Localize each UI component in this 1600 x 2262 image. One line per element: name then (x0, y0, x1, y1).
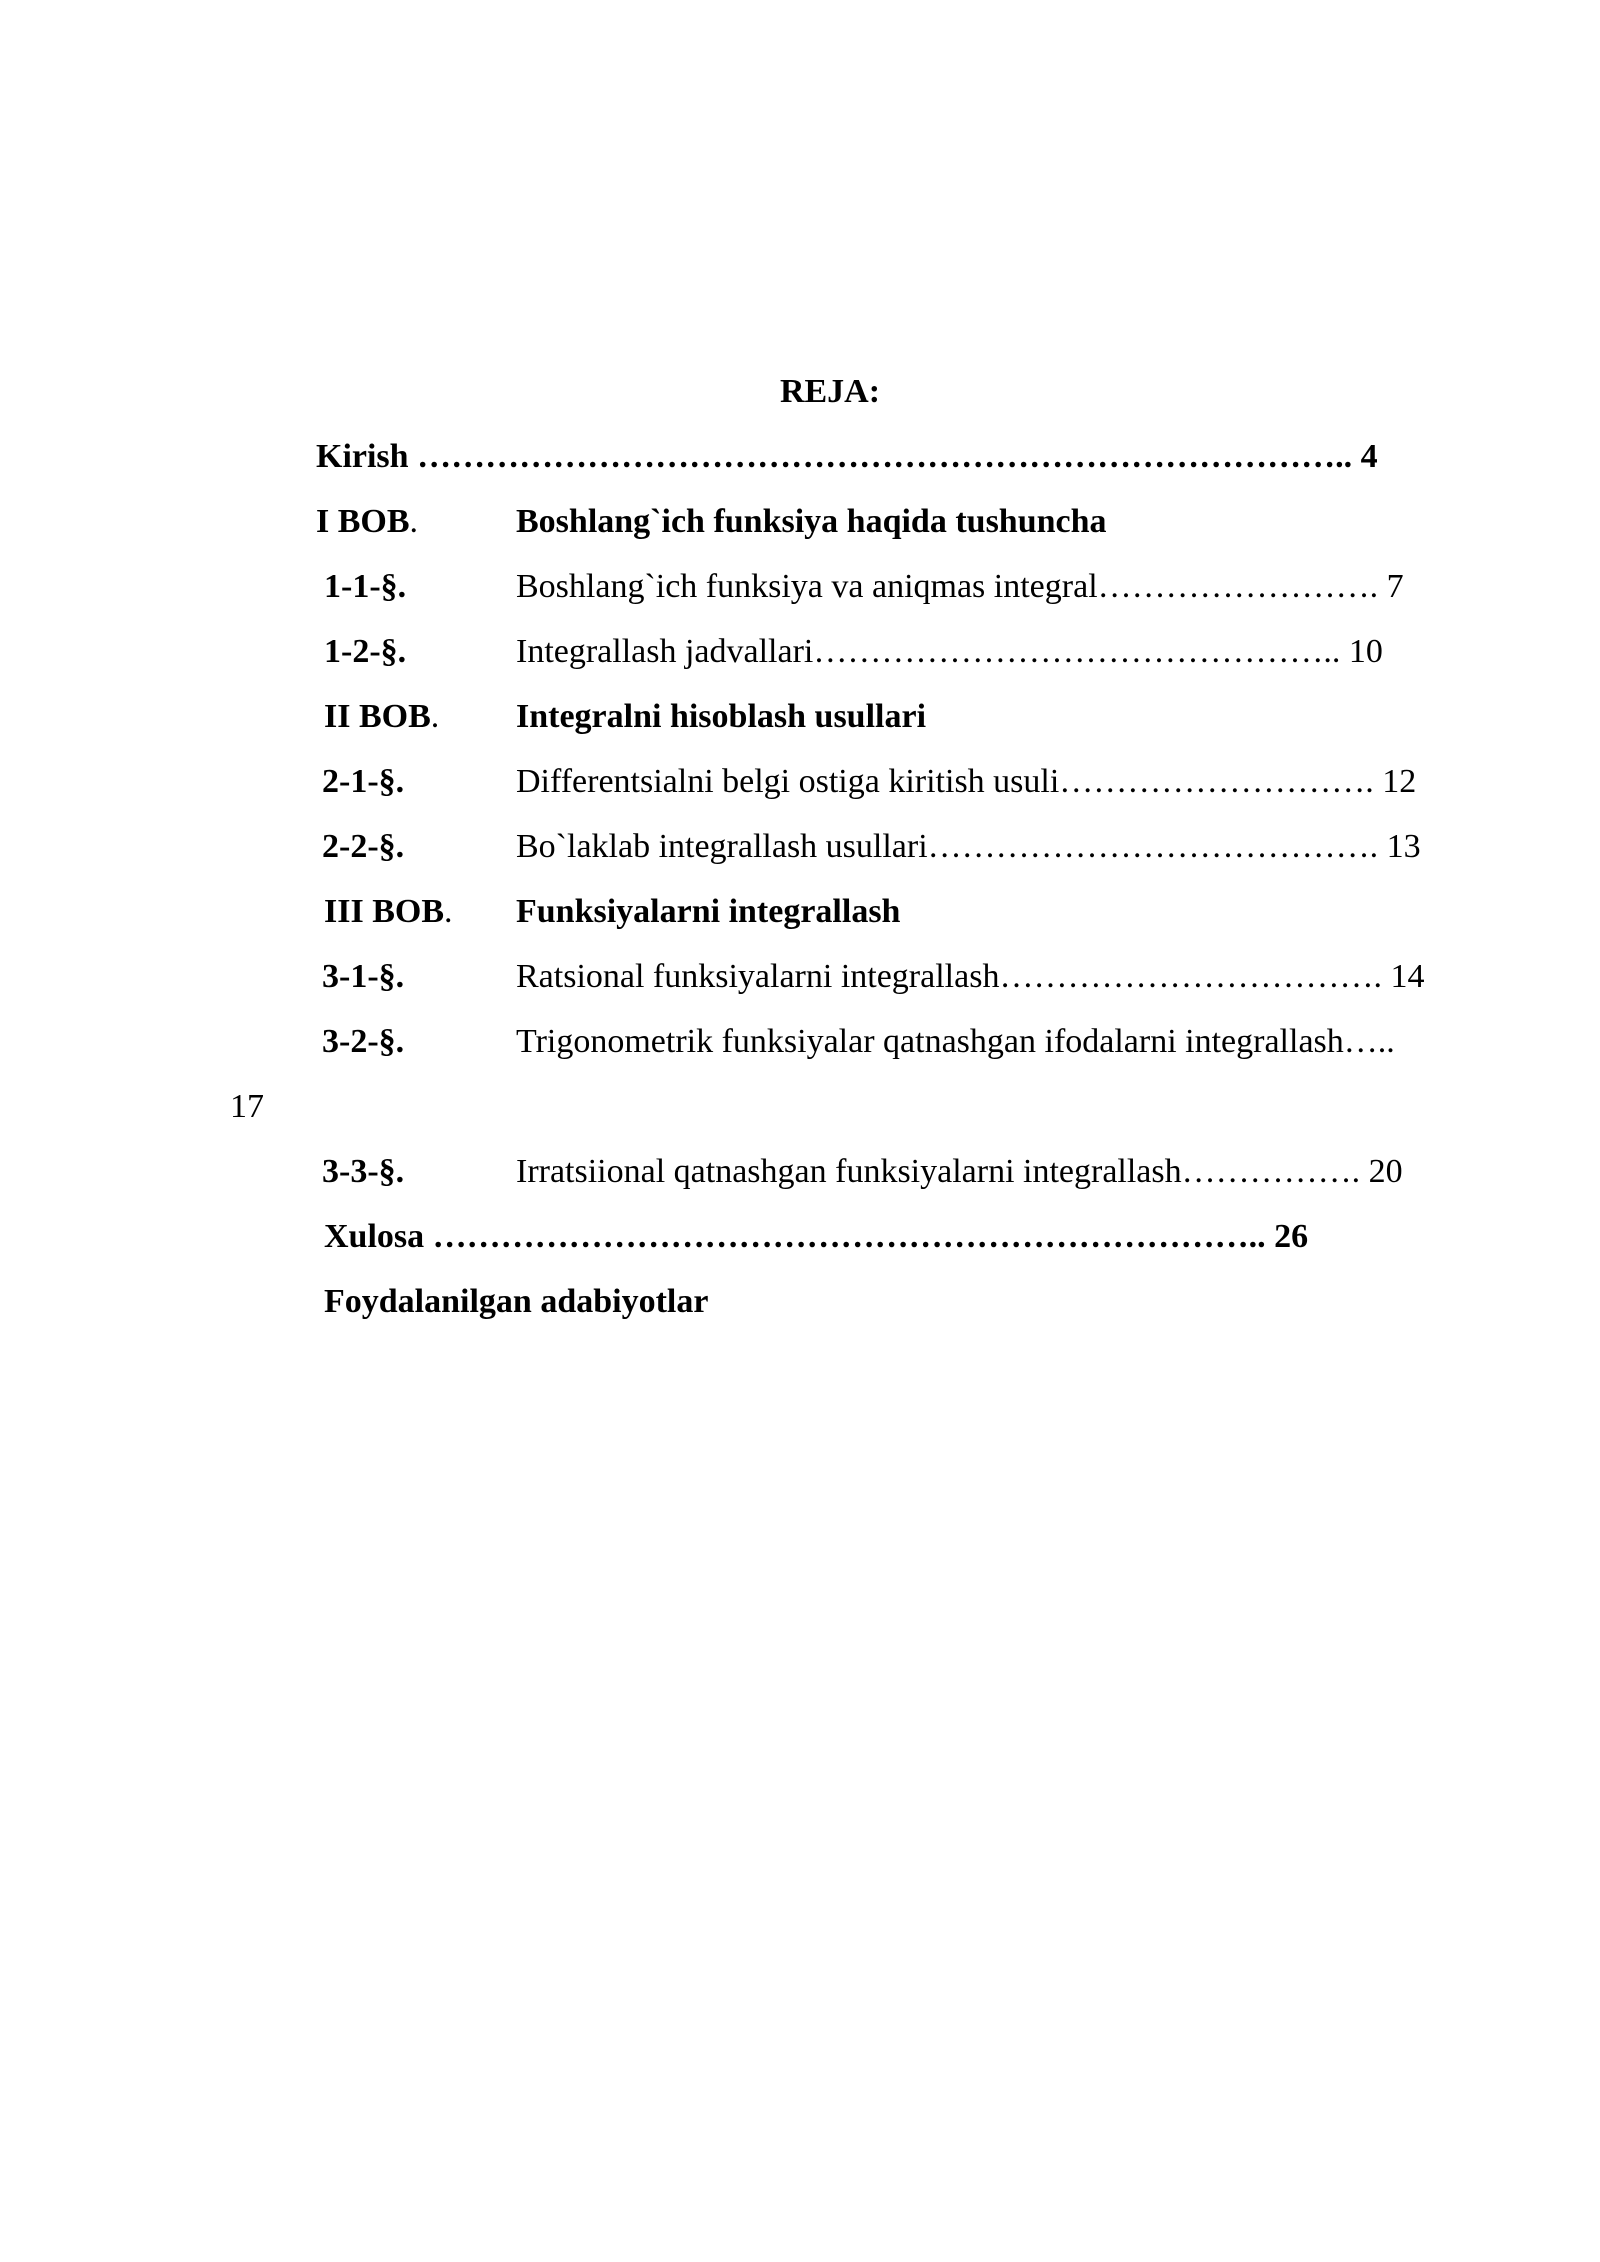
toc-entry-references (324, 1282, 708, 1322)
section-title: Irratsiional qatnashgan funksiyalarni integrallash……………. 20 (516, 1153, 1403, 1190)
chapter-3-title: Funksiyalarni integrallash (516, 893, 901, 930)
section-title: Ratsional funksiyalarni integrallash……………………………. 14 (516, 958, 1425, 995)
section-title: Integrallash jadvallari……………………………………….. 10 (516, 633, 1383, 670)
section-number: 1-1-§. (324, 568, 407, 605)
chapter-1-title: Boshlang`ich funksiya haqida tushuncha (516, 503, 1107, 540)
section-title: Bo`laklab integrallash usullari…………………………………. 13 (516, 828, 1421, 865)
section-number: 3-3-§. (322, 1153, 405, 1190)
section-number: 3-2-§. (322, 1023, 405, 1060)
section-number: 1-2-§. (324, 633, 407, 670)
toc-entry-references-text: Foydalanilgan adabiyotlar (324, 1283, 709, 1320)
toc-entry-conclusion (324, 1217, 1308, 1257)
chapter-1-label: I BOB. (316, 503, 419, 540)
section-number: 2-2-§. (322, 828, 405, 865)
toc-section-3-2-page-wrap: 17 (230, 1088, 264, 1125)
page-title: REJA: (779, 373, 881, 410)
toc-entry-intro-text: Kirish ……………………………………………………………………….. 4 (316, 438, 1378, 475)
section-title: Boshlang`ich funksiya va aniqmas integral……………………. 7 (516, 568, 1404, 605)
section-number: 2-1-§. (322, 763, 405, 800)
chapter-3-label: III BOB. (324, 893, 453, 930)
section-number: 3-1-§. (322, 958, 405, 995)
chapter-2-label: II BOB. (324, 698, 440, 735)
section-title: Trigonometrik funksiyalar qatnashgan ifodalarni integrallash….. (516, 1023, 1395, 1060)
chapter-2-title: Integralni hisoblash usullari (516, 698, 927, 735)
toc-entry-conclusion-text: Xulosa ……………………………………………………………….. 26 (324, 1218, 1309, 1255)
toc-entry-intro (316, 437, 1378, 477)
section-title: Differentsialni belgi ostiga kiritish usuli………………………. 12 (516, 763, 1417, 800)
